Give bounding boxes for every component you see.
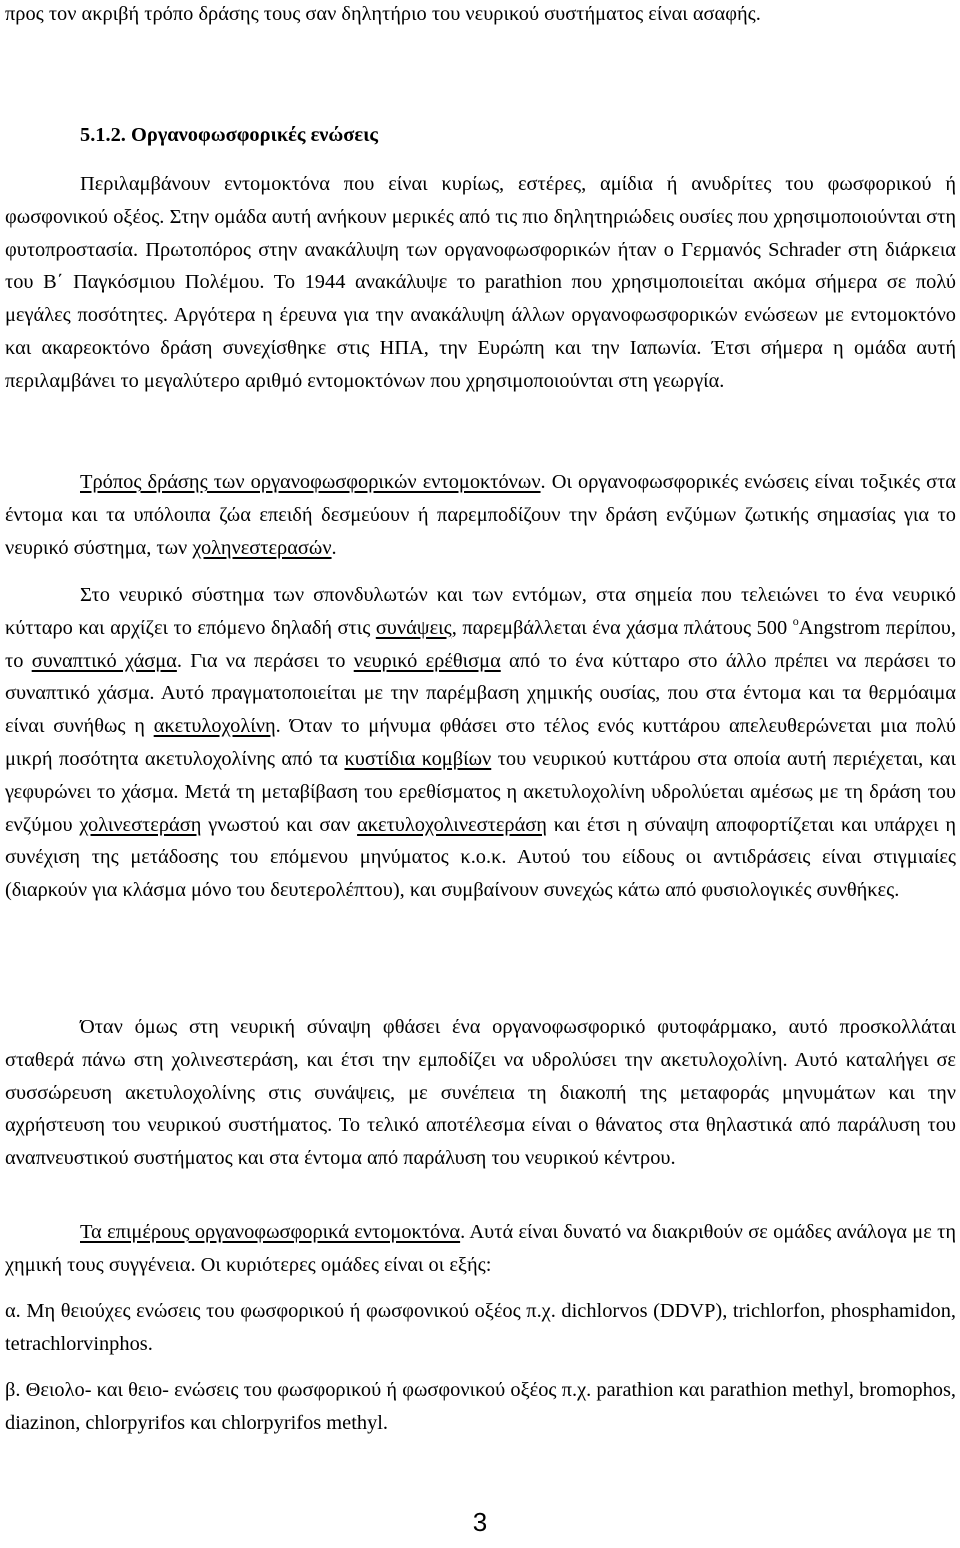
section-heading: 5.1.2. Οργανοφωσφορικές ενώσεις (80, 124, 379, 146)
link-synapses[interactable]: συνάψεις (375, 616, 452, 639)
paragraph-individual-insecticides: Τα επιμέρους οργανοφωσφορικά εντομοκτόνα. Αυτά είναι δυνατό να διακριθούν σε ομάδες ανάλογα με τη χημική τους συγγένεια. Οι κυριότερες ομάδες είναι οι εξής: (5, 1221, 956, 1276)
link-mode-of-action[interactable]: Τρόπος δράσης των οργανοφωσφορικών εντομοκτόνων (80, 471, 541, 493)
link-synaptic-gap[interactable]: συναπτικό χάσμα (31, 649, 177, 672)
paragraph-synapse: Στο νευρικό σύστημα των σπονδυλωτών και των εντόμων, στα σημεία που τελειώνει το ένα νευρικό κύτταρο και αρχίζει το επόμενο δηλαδή στις συνάψεις, παρεμβάλλεται ένα χάσμα πλάτους 500 $^o$Angstrom περίπου, το συναπτικό χάσμα. Για να περάσει το νευρικό ερέθισμα από το ένα κύτταρο στο άλλο πρέπει να περάσει το συναπτικό χάσμα. Αυτό πραγματοποιείται με την παρέμβαση χημικής ουσίας, που στα έντομα και τα θερμόαιμα είναι συνήθως η ακετυλοχολίνη. Όταν το μήνυμα φθάσει στο τέλος ενός κυττάρου απελευθερώνεται μια πολύ μικρή ποσότητα ακετυλοχολίνης από τα κυστίδια κομβίων του νευρικού κυττάρου στα οποία αυτή περιέχεται, και γεφυρώνει το χάσμα. Μετά τη μεταβίβαση του ερεθίσματος η ακετυλοχολίνη υδρολύεται αμέσως με τη δράση του ενζύμου χολινεστεράση γνωστού και σαν ακετυλοχολινεστεράση και έτσι η σύναψη αποφορτίζεται και υπάρχει η συνέχιση της μετάδοσης του επόμενου μηνύματος κ.ο.κ. Αυτού του είδους οι αντιδράσεις είναι στιγμιαίες (διαρκούν για κλάσμα μόνο του δευτερολέπτου), και συμβαίνουν συνεχώς κάτω από φυσιολογικές συνθήκες. (5, 584, 956, 902)
paragraph-organophosphate-effect: Όταν όμως στη νευρική σύναψη φθάσει ένα οργανοφωσφορικό φυτοφάρμακο, αυτό προσκολλάται σταθερά πάνω στη χολινεστεράση, και έτσι την εμποδίζει να υδρολύσει την ακετυλοχολίνη. Αυτό καταλήγει σε συσσώρευση ακετυλοχολίνης στις συνάψεις, με συνέπεια τη διακοπή της μεταφοράς μηνυμάτων και την αχρήστευση του νευρικού συστήματος. Το τελικό αποτέλεσμα είναι ο θάνατος στα θηλαστικά από παράλυση του αναπνευστικού συστήματος και στα έντομα από παράλυση του νευρικού κέντρου. (5, 1016, 956, 1170)
link-nerve-impulse[interactable]: νευρικό ερέθισμα (353, 649, 501, 672)
list-item-a: α. Μη θειούχες ενώσεις του φωσφορικού ή φωσφονικού οξέος π.χ. dichlorvos (DDVP), trichlorfon, phosphamidon, tetrachlorvinphos. (5, 1300, 956, 1355)
link-individual-insecticides[interactable]: Τα επιμέρους οργανοφωσφορικά εντομοκτόνα (80, 1221, 461, 1243)
paragraph-mode-of-action: Τρόπος δράσης των οργανοφωσφορικών εντομοκτόνων. Οι οργανοφωσφορικές ενώσεις είναι τοξικές στα έντομα και τα υπόλοιπα ζώα επειδή δεσμεύουν ή παρεμποδίζουν την δράση ενζύμων ζωτικής σημασίας για το νευρικό σύστημα, των χοληνεστερασών. (5, 471, 956, 559)
link-cholinesterase[interactable]: χολινεστεράση (79, 813, 202, 836)
paragraph-overview: Περιλαμβάνουν εντομοκτόνα που είναι κυρίως, εστέρες, αμίδια ή ανυδρίτες του φωσφορικού ή φωσφονικού οξέος. Στην ομάδα αυτή ανήκουν μερικές από τις πιο δηλητηριώδεις ουσίες που χρησιμοποιούνται στη φυτοπροστασία. Πρωτοπόρος στην ανακάλυψη των οργανοφωσφορικών ήταν ο Γερμανός Schrader στη διάρκεια του Β΄ Παγκόσμιου Πολέμου. Το 1944 ανακάλυψε το parathion που χρησιμοποιείται ακόμα σήμερα σε πολύ μεγάλες ποσότητες. Αργότερα η έρευνα για την ανακάλυψη άλλων οργανοφωσφορικών ενώσεων με εντομοκτόνο και ακαρεοκτόνο δράση συνεχίσθηκε στις ΗΠΑ, την Ευρώπη και την Ιαπωνία. Έτσι σήμερα η ομάδα αυτή περιλαμβάνει το μεγαλύτερο αριθμό εντομοκτόνων που χρησιμοποιούνται στη γεωργία. (5, 173, 956, 392)
list-item-b: β. Θειολο- και θειο- ενώσεις του φωσφορικού ή φωσφονικού οξέος π.χ. parathion και parathion methyl, bromophos, diazinon, chlorpyrifos και chlorpyrifos methyl. (5, 1379, 956, 1434)
link-acetylcholinesterase[interactable]: ακετυλοχολινεστεράση (357, 813, 547, 836)
superscript-o: ο (792, 613, 799, 628)
page-number: 3 (472, 1507, 488, 1537)
intro-paragraph: προς τον ακριβή τρόπο δράσης τους σαν δηλητήριο του νευρικού συστήματος είναι ασαφής. (5, 3, 761, 25)
link-acetylcholine[interactable]: ακετυλοχολίνη (153, 715, 276, 738)
link-cholinesterases[interactable]: χοληνεστερασών (192, 536, 332, 559)
link-vesicles[interactable]: κυστίδια κομβίων (344, 747, 492, 770)
